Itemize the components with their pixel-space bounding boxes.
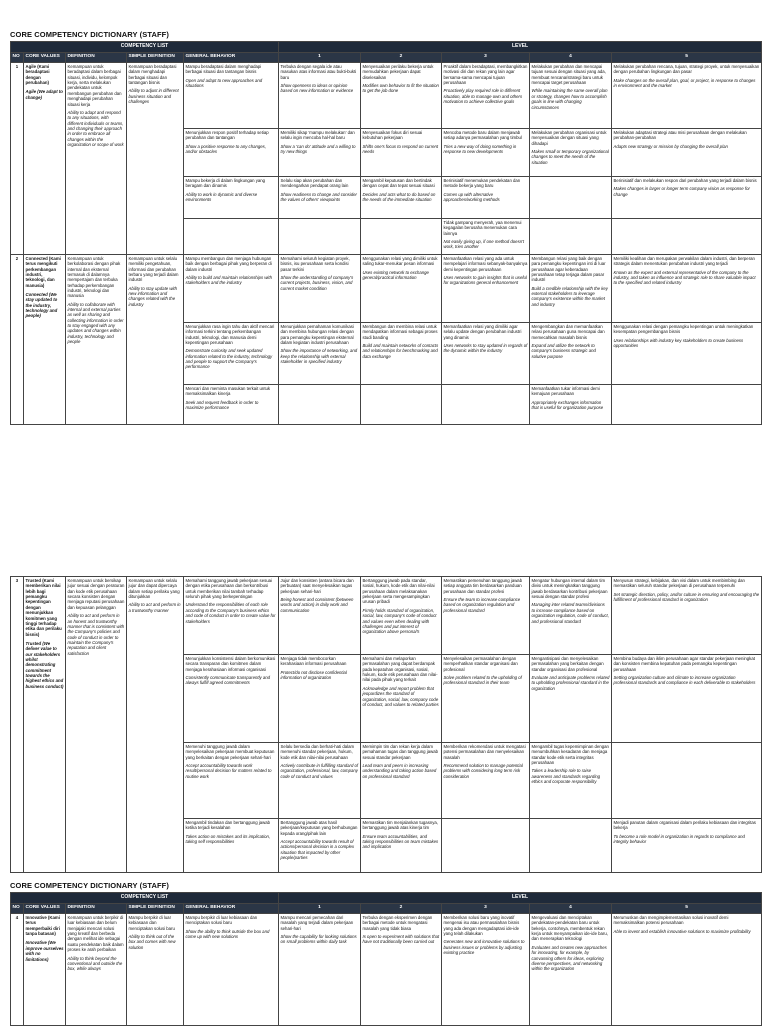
competency-table-1	[10, 41, 762, 425]
level-2-cell: Memimpin tim dan rekan kerja dalam pemahaman tugas dan tanggung jawab sesuai standar pekerjaan Lead team and peers in increasing understanding and taking action based on professional standard	[361, 743, 442, 819]
col-core-values: CORE VALUES	[24, 53, 66, 63]
col-level-1: 1	[279, 904, 361, 914]
level-1-cell: Memiliki sikap 'mampu melakukan' dan selalu ingin mencoba hal-hal baru Show a 'can do' attitude and a willing to try new things	[279, 129, 361, 177]
col-no: NO	[11, 904, 24, 914]
level-1-cell: Bertanggung jawab atas hasil pekerjaan/keputusan yang berhubungan kepada orang/pihak lain Accept accountability towards result of actions/personal decision in a complex situation that impacted by other people/parties	[279, 819, 361, 873]
level-5-cell: Menjadi panutan dalam organisasi dalam perilaku kebiasaan dan integritas bekerja To become a role model in organization in regards to compliance and integrity behavior	[612, 819, 762, 873]
level-5-cell: Melakukan adaptasi strategi atau misi perusahaan dengan melakukan perubahan-perubahan Adapts new strategy or mission by changing the overall plan	[612, 129, 762, 177]
level-5-cell: Menyusun strategi, kebijakan, dan visi dalam untuk membimbing dan memastikan seluruh standar pekerjaan di perusahaan terpenuhi Set strategic direction, policy, and/or culture in ensuring and encouraging the fulfillment of professional standard in organization	[612, 577, 762, 655]
col-definition: DEFINITION	[66, 53, 127, 63]
level-4-cell: Mengembangkan dan memanfaatkan relasi perusahaan guna mencapai dan memecahkan masalah bisnis Expand and utilize the network to company's business strategic and solutive purpose	[530, 322, 612, 384]
level-2-cell: Menyesuaikan perilaku bekerja untuk memudahkan pekerjaan dapat diselesaikan Modifies own behavior to fit the situation to get the job done	[361, 63, 442, 129]
general-behavior: Memahami tanggung jawab pekerjaan sesuai dengan etika perusahaan dan berkontribusi untuk memberikan nilai tambah terhadap seluruh pihak yang berkepentingan Understand the responsibilities of each role according to the Company's business ethics and code of conduct in order to create value for stakeholders	[184, 577, 279, 655]
level-4-cell: Membangun relasi yang baik dengan para pemangku kepentingan inti di luar perusahaan agar keberadaan perusahaan tetap terjaga dalam pasar industri Build a credible relationship with the key external stakeholders to leverage company's existence within the market and industry	[530, 254, 612, 322]
level-4-cell	[530, 819, 612, 873]
level-4-cell: Mengatur hubungan internal dalam tim divisi untuk meningkatkan tanggung jawab berdasarkan kontribusi pekerjaan sesuai dengan standar profesi Managing inter related teams/divisions to increase compliance based on organization regulation, code of conduct, and professional standard	[530, 577, 612, 655]
level-4-cell	[530, 219, 612, 255]
col-level-3: 3	[442, 53, 530, 63]
core-value: Agile (Kami beradaptasi dengan perubahan) Agile (We adapt to change)	[24, 63, 66, 255]
level-5-cell: Memiliki kealihan dan merupakan perwakilan dalam industri, dan berperan strategis dalam menentukan perubahan industri yang terjadi Known as the expert and external representative of the company to the industry, and taken as influence and strategic role to share valuable impact to the specified and related industry	[612, 254, 762, 322]
level-2-cell: Bertanggung jawab pada standar, sosial, hukum, kode etik dan nilai-nilai perusahaan dalam melaksanakan pekerjaan serta mengesampingkan urusan pribadi Firmly holds standard of organization, social, law, company's code of conduct and values even when dealing with challenges and put interest of organization above personal's	[361, 577, 442, 655]
competency-list-header: COMPETENCY LIST	[11, 42, 279, 53]
level-5-cell	[612, 743, 762, 819]
core-value: Connected (Kami terus mengikuti perkembangan industri, teknologi, dan manusia) Connected (We stay updated to the industry, technology and people)	[24, 254, 66, 424]
level-3-cell: Memastikan pemenuhan tanggung jawab setiap anggota tim berdasarkan panduan perusahaan dan standar profesi Ensure the team to increase compliance based on organization regulation and professional standard	[442, 577, 530, 655]
col-simple-definition: SIMPLE DEFINITION	[127, 53, 184, 63]
col-level-2: 2	[361, 53, 442, 63]
simple-definition: Mampu berpikir di luar kebiasaan dan menciptakan solusi baru Ability to think out of the box and comes with new solution	[127, 914, 184, 1026]
level-3-cell: Tidak gampang menyerah, yaa menemui kegagalan berusaha menemukan cara lainnya Not easily giving up, if one method doesn't work, tries another	[442, 219, 530, 255]
definition: Kemampuan untuk berpikir di luar kebiasaan dan belum menjajaki mencari solusi yang kreatif dan berbeda dengan melihat ide sebagai suatu pendekatan baik dalam proses ke arah perbaikan Ability to think beyond the conventional and outside the box, while always	[66, 914, 127, 1026]
core-value: Trusted (Kami memberikan nilai lebih bagi pemangku kepentingan dengan menunjukkan komitmen yang tinggi terhadap etika dan perilaku bisnis) Trusted (We deliver value to our stakeholders whilst demonstrating commitment towards the highest ethics and business conduct)	[24, 577, 66, 873]
competency-table-2	[10, 576, 762, 873]
level-2-cell	[361, 219, 442, 255]
level-5-cell	[612, 384, 762, 424]
general-behavior: Mampu beradaptasi dalam menghadapi berbagai situasi dan tantangan bisnis Open and adapt to new approaches and situations	[184, 63, 279, 129]
general-behavior: Mampu membangun dan menjaga hubungan baik dengan berbagai pihak yang berperan di dalam industri Ability to build and maintain relationships with stakeholders and the industry	[184, 254, 279, 322]
col-level-5: 5	[612, 904, 762, 914]
level-5-cell: Membina budaya dan iklim perusahaan agar standar pekerjaan meningkat dan konsisten membina kepatuhan pada pemangku kepentingan perusahaan Setting organization culture and climate to increase organization professional standards and compliance in each deliverable to stakeholders	[612, 655, 762, 743]
level-2-cell: Menyesuaikan fokus diri sesuai kebutuhan pekerjaan Shifts one's focus to respond on current needs	[361, 129, 442, 177]
level-2-cell: Terbuka dengan eksperimen dengan berbagai metode untuk mengatasi masalah yang tidak biasa Is open to experiment with solutions that have not traditionally been carried out	[361, 914, 442, 1026]
table-row	[11, 63, 762, 129]
level-3-cell: Mencoba metode baru dalam menjawab setiap adanya permasalahan yang timbul Tries a new way of doing something in response to new developments	[442, 129, 530, 177]
general-behavior: Menunjukkan konsistensi dalam berkomunikasi secara transparan dan komitmen dalam menjaga kerahasiaan informasi organisasi Consistently communicate transparently and always fulfill agreed commitments	[184, 655, 279, 743]
table-row	[11, 914, 762, 1026]
row-number: 2	[11, 254, 24, 424]
definition: Kemampuan untuk bersikap jujur sesuai dengan peraturan dan kode etik perusahaan secara konsisten dengan menjaga reputasi perusahaan dan kepuasan pelanggan Ability to act and perform in an honest and trustworthy manner that is consistent with the Company's policies and code of conduct in order to maintain the Company's reputation and client satisfaction	[66, 577, 127, 873]
general-behavior: Mampu bekerja di dalam lingkungan yang beragam dan dinamis Ability to work in dynamic and diverse environments	[184, 177, 279, 219]
level-header: LEVEL	[279, 893, 762, 904]
col-level-4: 4	[530, 53, 612, 63]
level-3-cell: Memanfaatkan relasi yang ada untuk mempelajari informasi sebanyak-banyaknya demi kepentingan perusahaan Uses networks to gain insights that is useful for organizations general enhancement	[442, 254, 530, 322]
col-general-behavior: GENERAL BEHAVIOR	[184, 53, 279, 63]
col-level-5: 5	[612, 53, 762, 63]
definition: Kemampuan untuk berkolaborasi dengan pihak internal dan eksternal termasuk di dalamnya mempertajam dan terbuka terhadap perkembangan industri, teknologi dan manusia Ability to collaborate with internal and external parties as well as sharing and collecting information in order to stay engaged with any updates and changes within industry, technology and people	[66, 254, 127, 424]
level-1-cell	[279, 384, 361, 424]
level-2-cell	[361, 384, 442, 424]
level-1-cell: Menunjukkan pemahaman komunikasi dan membina hubungan relasi dengan para pemangku kepentingan eksternal dalam kegiatan industri perusahaan Show the importance of networking, and keep the relationship with external stakeholder in specified industry	[279, 322, 361, 384]
col-general-behavior: GENERAL BEHAVIOR	[184, 904, 279, 914]
document-title: CORE COMPETENCY DICTIONARY (STAFF)	[10, 30, 169, 39]
level-2-cell: Mengambil keputusan dan bertindak dengan cepat dan tepat sesuai situasi Decides and acts what to do based on the needs of the immediate situation	[361, 177, 442, 219]
level-3-cell: Memanfaatkan relasi yang dimiliki agar selalu update dengan perubahan industri yang dinamis Uses networks to stay updated in regards of the dynamic within the industry	[442, 322, 530, 384]
col-simple-definition: SIMPLE DEFINITION	[127, 904, 184, 914]
level-4-cell	[530, 177, 612, 219]
level-5-cell	[612, 219, 762, 255]
level-3-cell	[442, 819, 530, 873]
level-3-cell: Memberikan rekomendasi untuk mengatasi potensi permasalahan dan menyelesaikan masalah Recommend solution to manage potential problems with considering long term risk consideration	[442, 743, 530, 819]
level-5-cell: Melakukan perubahan rencana, tujuan, strategi proyek, untuk menyesuaikan dengan perubahan lingkungan dan pasar Make changes on the overall plan, goal, or project, in response to changes in environment and the market	[612, 63, 762, 129]
col-no: NO	[11, 53, 24, 63]
row-number: 1	[11, 63, 24, 255]
level-1-cell: Jujur dan konsisten (antara bicara dan perbuatan) saat menyelesaikan tugas pekerjaan sehari-hari Being honest and consistent (between words and action) in daily work and communication	[279, 577, 361, 655]
level-4-cell: Mengambil tugas kepemimpinan dengan menumbuhkan kesadaran dan menjaga standar kode etik serta integritas perusahaan Takes a leadership role to raise awareness and standards regarding ethics and corporate responsibility	[530, 743, 612, 819]
col-definition: DEFINITION	[66, 904, 127, 914]
level-3-cell	[442, 384, 530, 424]
general-behavior: Memenuhi tanggung jawab dalam menyelesaikan pekerjaan membuat keputusan yang berkaitan dengan pekerjaan sehari-hari Accept accountability towards work result/personal decision for matters related to routine work	[184, 743, 279, 819]
level-3-cell: Berinisiatif menemukan pendekatan dan metode bekerja yang baru Comes up with alternative approaches/working methods	[442, 177, 530, 219]
level-3-cell: Proaktif dalam beradaptasi, membangkitkan motivasi diri dan rekan yang lain agar bersama-sama mencapai tujuan perusahaan Proactively play required role in different situation, able to manage own and others motivation to achieve collective goals	[442, 63, 530, 129]
col-core-values: CORE VALUES	[24, 904, 66, 914]
table-row	[11, 577, 762, 655]
level-4-cell: Melakukan perubahan dan mencapai tujuan sesuai dengan situasi yang ada, membuat rencana/strategi baru untuk mencapai target perusahaan While maintaining the same overall plan or strategy, changes how to accomplish goals in line with changing circumstances	[530, 63, 612, 129]
level-1-cell: Terbuka dengan segala ide atau masukan atas informasi atau bukti-bukti baru Show openness to ideas or opinion based on new information or evidence	[279, 63, 361, 129]
level-4-cell: Memanfaatkan tukar informasi demi kemajuan perusahaan Appropriately exchanges information that is useful for organization purpose	[530, 384, 612, 424]
col-level-3: 3	[442, 904, 530, 914]
level-1-cell: Memahami seluruh kegiatan proyek, bisnis, isu perusahaan serta kondisi pasar terkini Show the understanding of company's current projects, business, vision, and current market condition	[279, 254, 361, 322]
level-1-cell: Selalu siap akan perubahan dan mendengarkan pendapat orang lain Show readiness to change and consider the values of others' viewpoints	[279, 177, 361, 219]
level-1-cell	[279, 219, 361, 255]
simple-definition: Kemampuan untuk selalu jujur dan dapat dipercaya dalam setiap perilaku yang ditunjukkan Ability to act and perform in a trustworthy manner	[127, 577, 184, 873]
competency-list-header: COMPETENCY LIST	[11, 893, 279, 904]
level-4-cell: Melakukan perubahan organisasi untuk menyesuaikan dengan situasi yang dihadapi Makes small or temporary organizational changes to meet the needs of the situation	[530, 129, 612, 177]
document-title-repeat: CORE COMPETENCY DICTIONARY (STAFF)	[10, 881, 169, 890]
level-1-cell: Mampu mencari pemecahan dari masalah yang terjadi dalam pekerjaan sehari-hari Show the capability for looking solutions on small problems within daily task	[279, 914, 361, 1026]
core-value: Innovative (Kami terus memperbaiki diri tanpa batasan) Innovative (We improve ourselves with no limitations)	[24, 914, 66, 1026]
col-level-2: 2	[361, 904, 442, 914]
general-behavior: Mengambil tindakan dan bertanggung jawab ketika terjadi kesalahan Takes action on mistakes and its implication, taking self responsibilities	[184, 819, 279, 873]
level-3-cell: Memberikan solusi baru yang inovatif mengenai isu atau permasalahan bisnis yang ada dengan mengadaptasi ide-ide yang telah dilakukan Generates new and innovative solutions to business issues or problems by adjusting existing practice	[442, 914, 530, 1026]
level-5-cell: Berinisiatif dan melakukan respon dari perubahan yang terjadi dalam bisnis Makes changes in larger or longer term company vision as response for change	[612, 177, 762, 219]
general-behavior: Menunjukkan rasa ingin tahu dan aktif mencari informasi terkini tentang perkembangan industri, teknologi, dan manusia demi kepentingan perusahaan Demonstrate curiosity and seek updated information related to the industry, technology and people to support the Company's performance	[184, 322, 279, 384]
level-2-cell: Menggunakan relasi yang dimiliki untuk saling tukar-menukar pesan informasi Uses existing network to exchange general/practical information	[361, 254, 442, 322]
level-1-cell: Selalu bersedia dan berhati-hati dalam memenuhi standar pekerjaan, hukum, kode etik dan nilai-nilai perusahaan Actively contribute in fulfilling standard of organization, professional, law, company code of conduct and values	[279, 743, 361, 819]
general-behavior	[184, 219, 279, 255]
level-4-cell: Mengevaluasi dan menciptakan pendekatan-pendekatan baru untuk bekerja, contohnya, membentuk rekan kerja untuk menyampaikan ide-ide baru, dan menerapkan teknologi Evaluates and creates new approaches for innovating, for example, by canvassing others for ideas, exploring diverse perspectives, and networking within the organization	[530, 914, 612, 1026]
row-number: 4	[11, 914, 24, 1026]
col-level-4: 4	[530, 904, 612, 914]
definition: Kemampuan untuk beradaptasi dalam berbagai situasi, individu, kelompok kerja, serta melakukan pendekatan untuk membangun perubahan dan menghadapi perubahan situasi kerja Ability to adapt and respond to any situations, with different individuals or teams, and changing their approach in order to embrace all changes within the organization or scope of work	[66, 63, 127, 255]
level-2-cell: Memahami dan melaporkan permasalahan yang dapat berdampak pada kepatuhan organisasi, sosial, hukum, kode etik perusahaan dan nilai-nilai pada pihak yang terkait Acknowledge and report problem that jeopardizes the standard of organization, social, law, company code of conduct, and values to related parties	[361, 655, 442, 743]
general-behavior: Mampu berpikir di luar kebiasaan dan menciptakan solusi baru Show the ability to think outside the box and come up with new solutions	[184, 914, 279, 1026]
level-1-cell: Menjaga tidak membocorkan kerahasiaan informasi perusahaan Protect/do not disclose confidential information of organization	[279, 655, 361, 743]
level-5-cell: Merumuskan dan mengimplementasikan solusi inovatif demi memaksimalkan potensi perusahaan Able to invent and establish innovative solutions to maximize profitability	[612, 914, 762, 1026]
row-number: 3	[11, 577, 24, 873]
col-level-1: 1	[279, 53, 361, 63]
level-2-cell: Memastikan tim menjalankan tugasnya, bertanggung jawab atas kinerja tim Ensure team accountabilities, and taking responsibilities on team mistakes and implication	[361, 819, 442, 873]
level-2-cell: Membangun dan membina relasi untuk mendapatkan informasi sebagai proses studi banding Build and maintain networks of contacts and relationships for benchmarking and data exchange	[361, 322, 442, 384]
simple-definition: Kemampuan untuk selalu memiliki pengetahuan, informasi dan perubahan terbaru yang terjadi dalam industri Ability to stay update with new information and changes related with the industry	[127, 254, 184, 424]
level-4-cell: Mengantisipasi dan menyelesaikan permasalahan yang berkaitan dengan standar organisasi dan profesional Evaluate and anticipate problems related to upholding professional standard in the organization	[530, 655, 612, 743]
competency-table-3	[10, 892, 762, 1026]
level-5-cell: Menggunakan relasi dengan pemangku kepentingan untuk meningkatkan kesempatan pengembangan bisnis Uses relationships with industry key stakeholders to create business opportunities	[612, 322, 762, 384]
general-behavior: Menunjukkan respon positif terhadap setiap perubahan dan tantangan Show a positive response to any changes, and/or obstacles	[184, 129, 279, 177]
table-row	[11, 254, 762, 322]
general-behavior: Mencari dan meminta masukan terkait untuk memaksimalkan kinerja Seek and request feedback in order to maximize performance	[184, 384, 279, 424]
level-header: LEVEL	[279, 42, 762, 53]
level-3-cell: Menyelesaikan permasalahan dengan memperhatikan standar organisasi dan profesional Solve problem related to the upholding of professional standard in their team	[442, 655, 530, 743]
simple-definition: Kemampuan beradaptasi dalam menghadapi berbagai situasi dan tantangan bisnis Ability to adjust in different business situation and challenges	[127, 63, 184, 255]
